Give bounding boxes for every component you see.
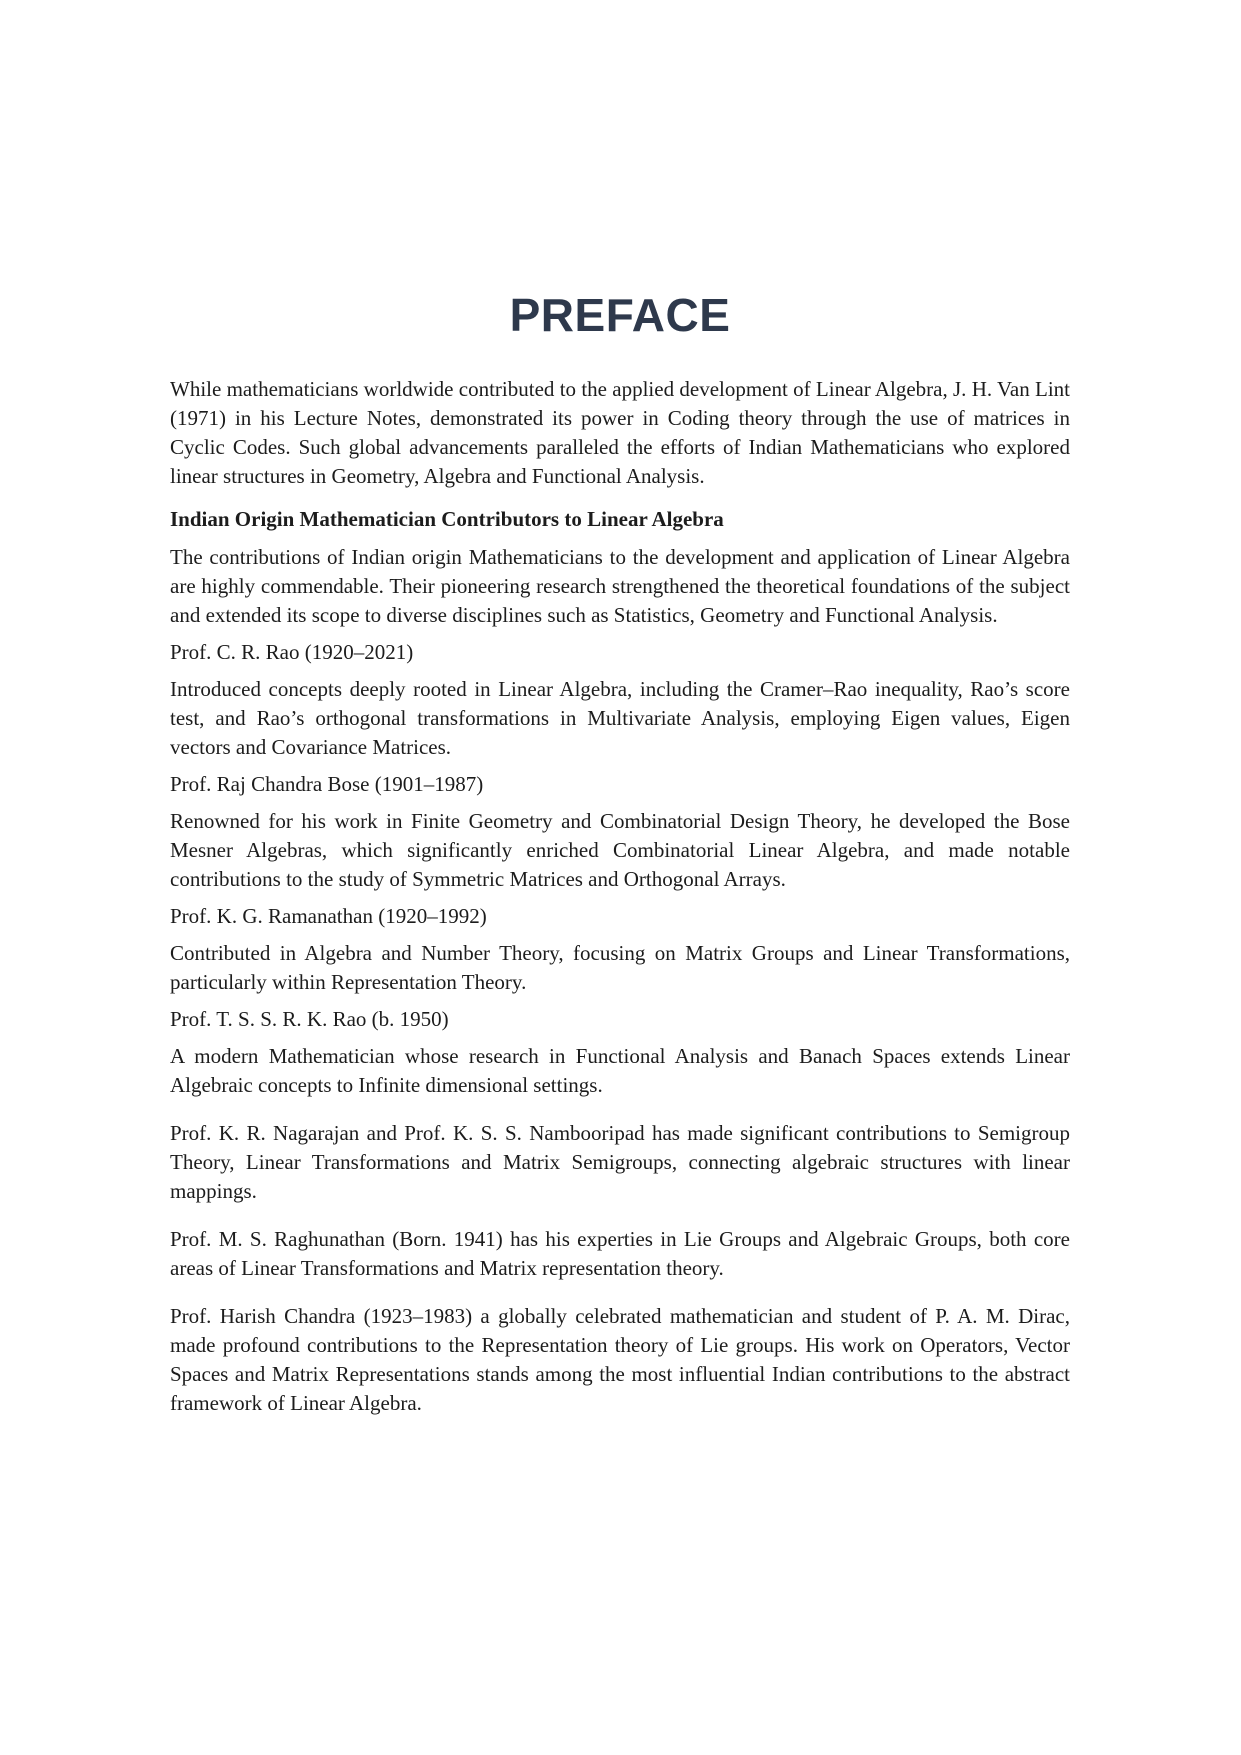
profile-description-bose: Renowned for his work in Finite Geometry and Combinatorial Design Theory, he developed the Bose Mesner Algebras, which significantly enriched Combinatorial Linear Algebra, and made notable contributions to the study of Symmetric Matrices and Orthogonal Arrays. (170, 809, 1070, 891)
closing-paragraph-nagarajan: Prof. K. R. Nagarajan and Prof. K. S. S. Nambooripad has made significant contributions to Semigroup Theory, Linear Transformations and Matrix Semigroups, connecting algebraic structures with linear mappings. (170, 1121, 1070, 1203)
profile-name-ramanathan: Prof. K. G. Ramanathan (1920–1992) (170, 904, 487, 928)
profile-name-bose: Prof. Raj Chandra Bose (1901–1987) (170, 772, 484, 796)
section-intro-paragraph: The contributions of Indian origin Mathematicians to the development and application of Linear Algebra are highly commendable. Their pioneering research strengthened the theoretical foundations of the subject and extended its scope to diverse disciplines such as Statistics, Geometry and Functional Analysis. (170, 545, 1070, 627)
section-heading: Indian Origin Mathematician Contributors to Linear Algebra (170, 507, 724, 531)
profile-description-rao: Introduced concepts deeply rooted in Linear Algebra, including the Cramer–Rao inequality, Rao’s score test, and Rao’s orthogonal transformations in Multivariate Analysis, employing Eigen values, Eigen vectors and Covariance Matrices. (170, 677, 1070, 759)
closing-paragraph-harish-chandra: Prof. Harish Chandra (1923–1983) a globally celebrated mathematician and student of P. A. M. Dirac, made profound contributions to the Representation theory of Lie groups. His work on Operators, Vector Spaces and Matrix Representations stands among the most influential Indian contributions to the abstract framework of Linear Algebra. (170, 1304, 1070, 1415)
preface-body (170, 375, 1070, 1418)
closing-paragraph-raghunathan: Prof. M. S. Raghunathan (Born. 1941) has his experties in Lie Groups and Algebraic Groups, both core areas of Linear Transformations and Matrix representation theory. (170, 1227, 1070, 1280)
profile-description-tssrk-rao: A modern Mathematician whose research in Functional Analysis and Banach Spaces extends Linear Algebraic concepts to Infinite dimensional settings. (170, 1044, 1070, 1097)
profile-name-rao: Prof. C. R. Rao (1920–2021) (170, 640, 414, 664)
profile-description-ramanathan: Contributed in Algebra and Number Theory, focusing on Matrix Groups and Linear Transformations, particularly within Representation Theory. (170, 941, 1070, 994)
intro-paragraph: While mathematicians worldwide contributed to the applied development of Linear Algebra, J. H. Van Lint (1971) in his Lecture Notes, demonstrated its power in Coding theory through the use of matrices in Cyclic Codes. Such global advancements paralleled the efforts of Indian Mathematicians who explored linear structures in Geometry, Algebra and Functional Analysis. (170, 377, 1070, 488)
profile-name-tssrk-rao: Prof. T. S. S. R. K. Rao (b. 1950) (170, 1007, 449, 1031)
page-title: PREFACE (509, 289, 731, 341)
